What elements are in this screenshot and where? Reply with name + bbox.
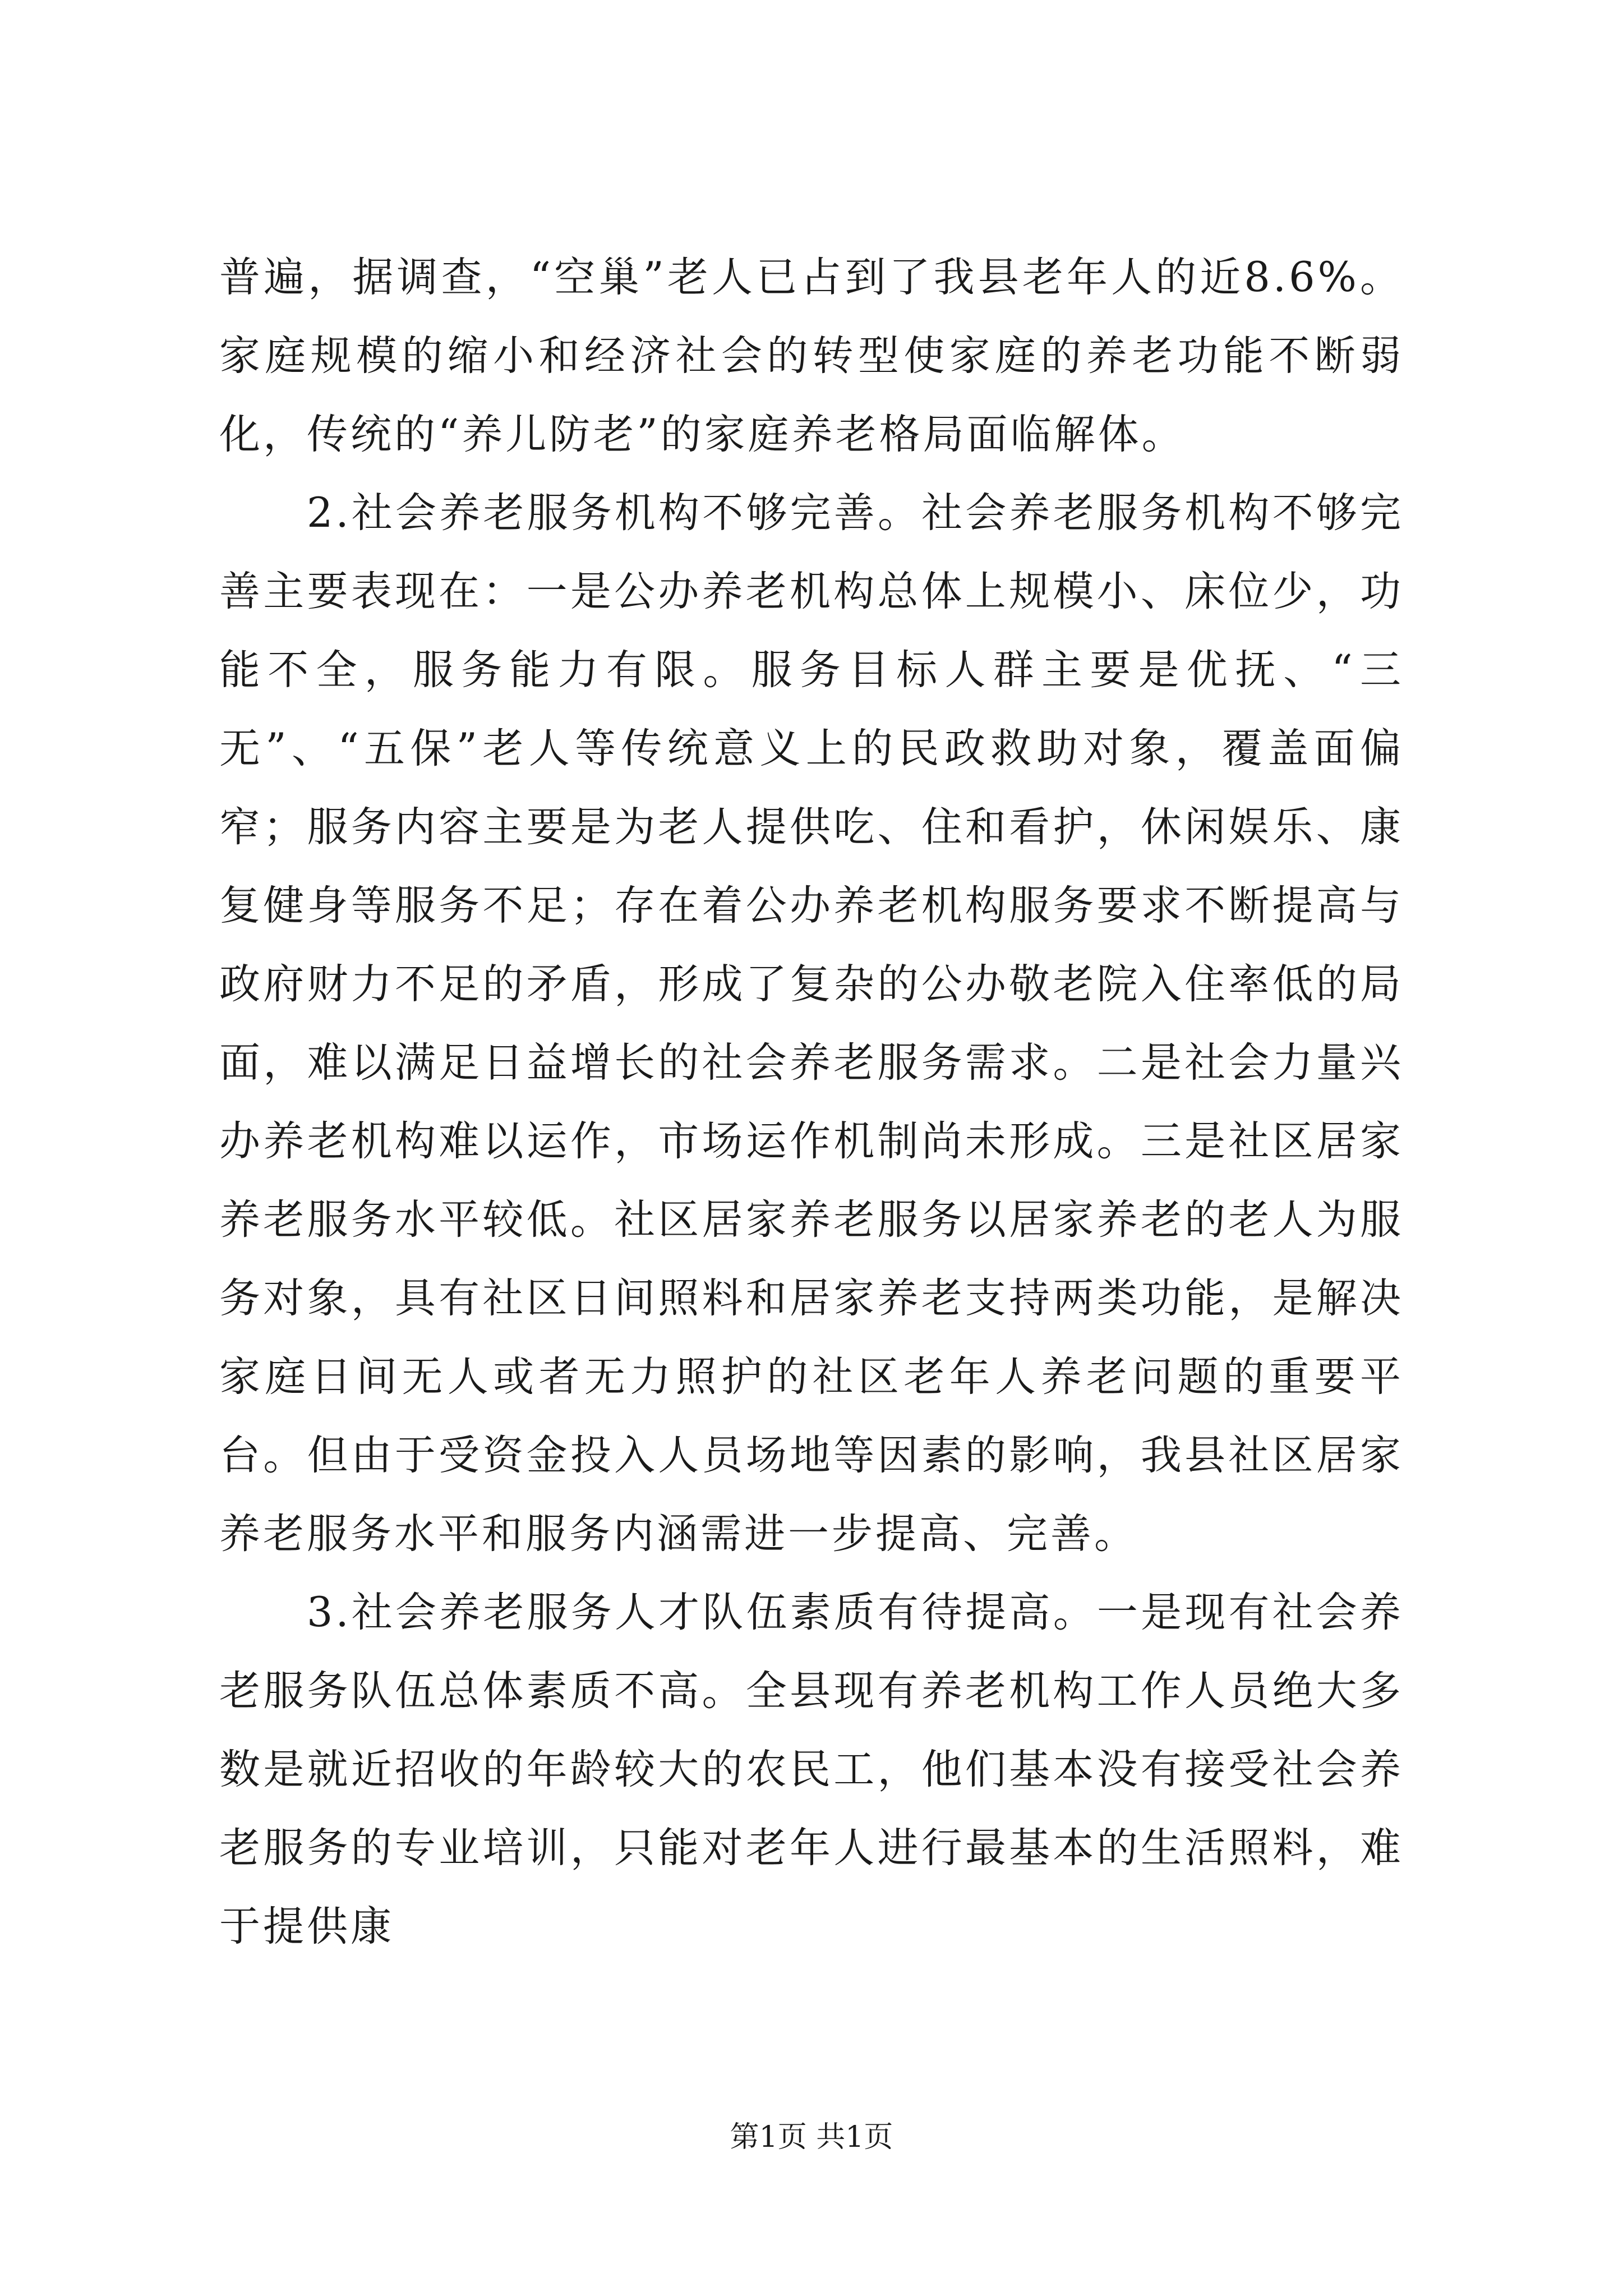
page-footer (0, 2118, 1623, 2157)
paragraph-section-2: 2.社会养老服务机构不够完善。社会养老服务机构不够完善主要表现在：一是公办养老机构总体上规模小、床位少，功能不全，服务能力有限。服务目标人群主要是优抚、“三无”、“五保”老人等传统意义上的民政救助对象，覆盖面偏窄；服务内容主要是为老人提供吃、住和看护，休闲娱乐、康复健身等服务不足；存在着公办养老机构服务要求不断提高与政府财力不足的矛盾，形成了复杂的公办敬老院入住率低的局面，难以满足日益增长的社会养老服务需求。二是社会力量兴办养老机构难以运作，市场运作机制尚未形成。三是社区居家养老服务水平较低。社区居家养老服务以居家养老的老人为服务对象，具有社区日间照料和居家养老支持两类功能，是解决家庭日间无人或者无力照护的社区老年人养老问题的重要平台。但由于受资金投入人员场地等因素的影响，我县社区居家养老服务水平和服务内涵需进一步提高、完善。 (219, 489, 1404, 1558)
document-body (219, 238, 1404, 1966)
paragraph-continuation: 普遍，据调查，“空巢”老人已占到了我县老年人的近8.6%。家庭规模的缩小和经济社会的转型使家庭的养老功能不断弱化，传统的“养儿防老”的家庭养老格局面临解体。 (219, 254, 1404, 458)
paragraph-section-3: 3.社会养老服务人才队伍素质有待提高。一是现有社会养老服务队伍总体素质不高。全县现有养老机构工作人员绝大多数是就近招收的年龄较大的农民工，他们基本没有接受社会养老服务的专业培训，只能对老年人进行最基本的生活照料，难于提供康 (219, 1589, 1404, 1950)
page-number-label: 第1页 共1页 (730, 2120, 893, 2154)
